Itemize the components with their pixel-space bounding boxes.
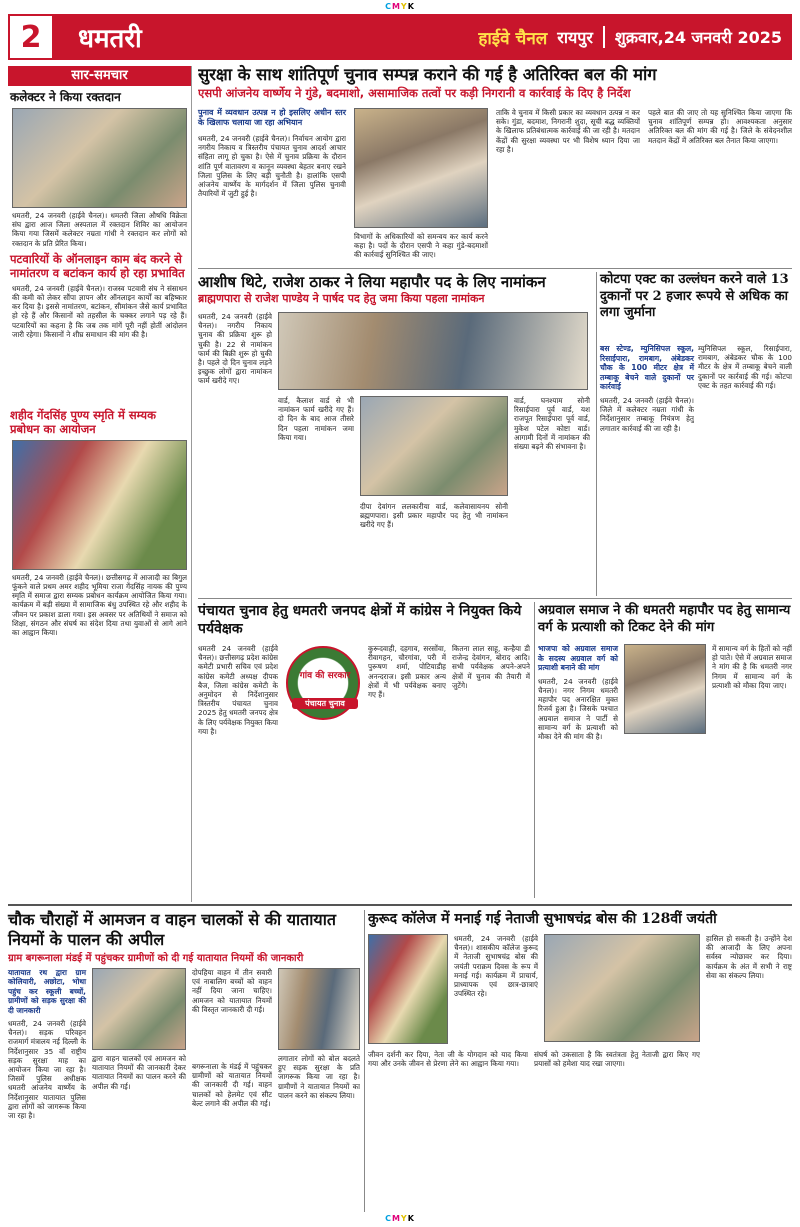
congress-headline: पंचायत चुनाव हेतु धमतरी जनपद क्षेत्रों में कांग्रेस ने नियुक्त किये पर्यवेक्षक [198,603,522,637]
page-number: 2 [8,14,54,60]
congress-body2: कुरूदवाही, दहगाव, सरसोंवा, रीवागहन, चौरगांवा, परी में पुरूषण शर्मा, पोटियाडीह अनन्दराज। इसी प्रकार अन्य क्षेत्रों में भी पर्यवेक्षक बनाए गए हैं। [368,644,446,700]
masthead-right [478,26,782,49]
cmyk-marker-top: CMYK [385,2,415,11]
kotpa-headline: कोटपा एक्ट का उल्लंघन करने वाले 13 दुकानों पर 2 हजार रूपये से अधिक का लगा जुर्माना [600,272,789,320]
lead-body4: पहले बात की जाए तो यह सुनिश्चित किया जाएगा कि चुनाव शांतिपूर्ण सम्पन्न हो। आवश्यकता अनुसार अतिरिक्त बल की मांग की गई है। जिले के संवेदनशील मतदान केंद्रों में अतिरिक्त बल तैनात किया जाएगा। [648,108,792,145]
traffic-body5: लगातार लोगों को बोल बदलते हुए सड़क सुरक्षा के प्रति जागरूक किया जा रहा है। ग्रामीणों ने यातायात नियमों का पालन करने का संकल्प लिया। [278,1054,360,1100]
divider [198,268,792,269]
kotpa-col1 [600,344,694,546]
traffic-photo-2 [278,968,360,1050]
kotpa-kicker: बस स्टेण्ड, म्युनिसिपल स्कूल, रिसाईपारा, रामबाग, अंबेडकर चौक के 100 मीटर क्षेत्र में तम्बाकू बेचने वाले दुकानों पर कार्रवाई [600,344,694,392]
masthead [8,14,792,60]
sidebar-story2-headline: पटवारियों के ऑनलाइन काम बंद करने से नामांतरण व बटांकन कार्य हो रहा प्रभावित [10,251,185,280]
sidebar-story3-body: धमतरी, 24 जनवरी (हाईवे चैनल)। छत्तीसगढ़ में आजादी का बिगुल फूंकने वाले प्रथम अमर शहीद भूमिया राजा गेंदसिंह नायक की पुण्य स्मृति में समाज द्वारा सम्यक प्रबोधन कार्यक्रम आयोजित किया गया। कार्यक्रम में बड़ी संख्या में सामाजिक बंधु उपस्थित रहे और शहीद के जीवन पर प्रकाश डाला गया। इस अवसर पर अतिथियों ने समाज को शिक्षा, संगठन और संघर्ष का संदेश दिया तथा युवाओं से आगे आने का आह्वान किया। [12,572,187,638]
kurud-story [368,910,792,1212]
lead-body2: विभागों के अधिकारियों को समन्वय कर कार्य करने कहा है। पदों के दौरान एसपी ने कहा गुंडे-बदमाशों की कार्रवाई सुनिश्चित की जाए। [354,232,488,260]
traffic-body1: धमतरी, 24 जनवरी (हाईवे चैनल)। सड़क परिवहन राजमार्ग मंत्रालय नई दिल्ली के निर्देशानुसार 35 वाँ राष्ट्रीय सड़क सुरक्षा माह का आयोजन किया जा रहा है। जिसमें पुलिस अधीक्षक धमतरी आंजनेय वार्ष्णेय के निर्देशानुसार यातायात पुलिस द्वारा लोगों को जागरूक किया जा रहा है। [8,1019,86,1121]
agrawal-body1: धमतरी, 24 जनवरी (हाईवे चैनल)। नगर निगम धमतरी महापौर पद अनारक्षित मुक्त रिजर्व हुआ है। जिसके पश्चात अग्रवाल समाज ने पार्टी से सामान्य वर्ग के प्रत्याशी को मौका देने की मांग की है। [538,676,618,741]
divider [596,272,597,596]
kurud-body2: जीवन दर्शनी कर दिया, नेता जी के योगदान को याद किया गया और उनके जीवन से प्रेरणा लेने का आह्वान किया गया। [368,1050,528,1069]
lead-subhead: एसपी आंजनेय वार्ष्णेय ने गुंडे, बदमाशो, असामाजिक तत्वों पर कड़ी निगरानी व कार्रवाई के दिए है निर्देश [198,86,631,100]
nomination-body4: वार्ड, घनश्याम सोनी रिसाईपारा पूर्व वार्ड, यश राजपूत रिसाईपारा पूर्व वार्ड, मुकेश पटेल कोष्टा वार्ड। आगामी दिनों में नामांकन की संख्या बढ़ने की संभावना है। [514,396,590,452]
traffic-kicker: यातायात रथ द्वारा ग्राम कोलियारी, अछोटा, भोथा पहुंच कर स्कूली बच्चों, ग्रामीणों को सड़क सुरक्षा की दी जानकारी [8,968,86,1015]
sidebar-story3-headline: शहीद गेंदसिंह पुण्य स्मृति में सम्यक प्रबोधन का आयोजन [10,407,156,436]
nomination-body3: दीपा देवांगन ललकारीया वार्ड, कलेवासायनय सोनी ब्रह्मणपारा। इसी प्रकार महापौर पद हेतु भी नामांकन खरीदे गए हैं। [360,502,508,530]
kotpa-body2: म्युनिसिपल स्कूल, रिसाईपारा, रामबाग, अंबेडकर चौक के 100 मीटर के क्षेत्र में तम्बाकू बेचने वाली दुकानों पर कार्रवाई की गई। कोटपा एक्ट के तहत कार्रवाई की गई। [698,344,792,390]
congress-body1: धमतरी 24 जनवरी (हाईवे चैनल)। छत्तीसगढ़ प्रदेश कांग्रेस कमेटी प्रभारी सचिव एवं प्रदेश कांग्रेस कमेटी अध्यक्ष दीपक बैज, जिला कांग्रेस कमेटी के अनुमोदन से निर्देशानुसार त्रिस्तरीय पंचायत चुनाव 2025 हेतु धमतरी जनपद क्षेत्र के लिए पर्यवेक्षक नियुक्त किया गया है। [198,644,278,736]
lead-col1 [198,108,346,284]
panchayat-election-logo [286,646,360,720]
cmyk-marker-bottom: CMYK [385,1214,415,1223]
logo-top-text: गांव की सरकार [299,671,351,681]
agrawal-kicker: भाजपा को अग्रवाल समाज के सदस्य अग्रवाल वर्ग को प्रत्याशी बनाने की मांग [538,644,618,673]
kurud-body1: धमतरी, 24 जनवरी (हाईवे चैनल)। शासकीय कॉलेज कुरूद में नेताजी सुभाषचंद्र बोस की जयंती पराक्रम दिवस के रूप में मनाई गई। कार्यक्रम में प्राचार्य, प्राध्यापक एवं छात्र-छात्राएं उपस्थित रहे। [454,934,538,999]
memorial-event-photo [12,440,187,570]
kurud-body4: हासिल हो सकती है। उन्होंने देश की आजादी के लिए अपना सर्वस्व न्योछावर कर दिया। कार्यक्रम के अंत में सभी ने राष्ट्र सेवा का संकल्प लिया। [706,934,792,980]
divider [198,598,792,599]
traffic-body2: द्वारा वाहन चालकों एवं आमजन को यातायात नियमों की जानकारी देकर यातायात नियमों का पालन करने की अपील की गई। [92,1054,186,1091]
section-city: धमतरी [78,24,142,54]
nomination-photo [278,312,588,390]
brand-logo: हाईवे चैनल [478,28,548,49]
kotpa-body1: धमतरी, 24 जनवरी (हाईवे चैनल)। जिले में कलेक्टर नम्रता गांधी के निर्देशानुसार तम्बाकू नियंत्रण हेतु लगातार कार्रवाई की जा रही है। [600,395,694,433]
congress-story [198,602,530,898]
blood-donation-photo [12,108,187,208]
kotpa-story [600,272,792,596]
nomination-story [198,272,592,596]
traffic-photo-1 [92,968,186,1050]
divider [534,602,535,898]
traffic-body4: बगरूनाला के मंडई में पहुंचकर ग्रामीणों को यातायात नियमों की जानकारी दी गई। वाहन चालकों को हेलमेट एवं सीट बेल्ट लगाने की अपील की गई। [192,1062,272,1108]
kurud-photo-2 [544,934,700,1042]
date: शुक्रवार,24 जनवरी 2025 [614,28,782,47]
nomination-headline: आशीष थिटे, राजेश ठाकर ने लिया महापौर पद के लिए नामांकन [198,273,546,291]
divider [8,904,792,906]
traffic-col1 [8,968,86,1199]
lead-body3: ताकि वे चुनाव में किसी प्रकार का व्यवधान उत्पन्न न कर सके। गुंडा, बदमाश, निगरानी शुदा, सूची बद्ध व्यक्तियों के खिलाफ प्रतिबंधात्मक कार्रवाई की जा रही है। मतदान केंद्रों की सुरक्षा व्यवस्था पर भी विशेष ध्यान दिया जा रहा है। [496,108,640,154]
sidebar-title: सार-समचार [8,66,191,86]
divider [364,910,365,1212]
traffic-headline: चौक चौराहों में आमजन व वाहन चालकों से की यातायात नियमों के पालन की अपील [8,910,336,949]
edition: रायपुर [557,28,593,47]
sidebar-story1-body: धमतरी, 24 जनवरी (हाईवे चैनल)। धमतरी जिला औषधि विक्रेता संघ द्वारा आज जिला अस्पताल में रक्तदान शिविर का आयोजन किया गया जिसमें कलेक्टर नम्रता गांधी ने रक्तदान कर लोगों को रक्तदान के प्रति प्रेरित किया। [12,211,187,248]
lead-headline: सुरक्षा के साथ शांतिपूर्ण चुनाव सम्पन्न कराने की गई है अतिरिक्त बल की मांग [198,65,657,84]
logo-bottom-text: पंचायत चुनाव [292,698,358,709]
sp-photo [354,108,488,228]
nomination-subhead: ब्राह्मणपारा से राजेश पाण्डेय ने पार्षद पद हेतु जमा किया पहला नामांकन [198,292,485,305]
nomination-body1: धमतरी, 24 जनवरी (हाईवे चैनल)। नगरीय निकाय चुनाव की प्रक्रिया शुरू हो चुकी है। 22 से नामांकन फार्म की बिक्री शुरू हो चुकी है। पहले दो दिन चुनाव लड़ने इच्छुक लोगों द्वारा नामांकन फार्म खरीदे गए। [198,312,272,386]
agrawal-story [538,602,792,898]
traffic-body3: दोपहिया वाहन में तीन सवारी एवं नाबालिग बच्चों को वाहन नहीं दिया जाना चाहिए। आमजन को यातायात नियमों की विस्तृत जानकारी दी गई। [192,968,272,1014]
masthead-divider [603,26,605,48]
sidebar-story1-headline: कलेक्टर ने किया रक्तदान [10,90,121,104]
agrawal-body2: में सामान्य वर्ग के हितों को नहीं हो पाते। ऐसे में अग्रवाल समाज ने मांग की है कि धमतरी नगर निगम में सामान्य वर्ग के प्रत्याशी को मौका दिया जाए। [712,644,792,690]
kurud-photo-1 [368,934,448,1044]
traffic-story [8,910,360,1212]
kurud-headline: कुरूद कॉलेज में मनाई गई नेताजी सुभाषचंद्र बोस की 128वीं जयंती [368,911,717,927]
nomination-photo-2 [360,396,508,496]
agrawal-portrait [624,644,706,734]
sidebar [8,66,192,902]
lead-kicker: पुनाव में व्यवधान उत्पन्न न हो इसलिए अधीन स्तर के खिलाफ चलाया जा रहा अभियान [198,108,346,127]
traffic-subhead: ग्राम बगरूनाला मंडई में पहुंचकर ग्रामीणों को दी गई यातायात नियमों की जानकारी [8,953,304,964]
congress-body3: कितना लाल साहू, कन्हैया डी राजेन्द्र देवांगन, बोराद आदि। सभी पर्यवेक्षक अपने-अपने क्षेत्रों में चुनाव की तैयारी में जुटेंगे। [452,644,530,690]
nomination-body2: वार्ड, कैलाश वार्ड से भी नामांकन फार्म खरीदे गए हैं। दो दिन के बाद आज तीसरे दिन पहला नामांकन जमा किया गया। [278,396,354,442]
sidebar-story2-body: धमतरी, 24 जनवरी (हाईवे चैनल)। राजस्व पटवारी संघ ने संसाधन की कमी को लेकर सौंपा ज्ञापन और ऑनलाइन कार्यों का बहिष्कार कर दिया है। इससे नामांतरण, बटांकन, सीमांकन जैसे कार्य प्रभावित हो रहे हैं और किसानों को तहसील के चक्कर लगाने पड़ रहे हैं। पटवारियों का कहना है कि जब तक मांगें पूरी नहीं होतीं आंदोलन जारी रहेगा। किसानों ने शीघ्र समाधान की मांग की है। [12,283,187,339]
agrawal-headline: अग्रवाल समाज ने की धमतरी महापौर पद हेतु सामान्य वर्ग के प्रत्याशी को टिकट देने की मांग [538,603,791,635]
agrawal-col1 [538,644,618,857]
kurud-body3: संघर्ष को उकसाता है कि स्वतंत्रता हेतु नेताजी द्वारा किए गए प्रयासों को हमेशा याद रखा जाएगा। [534,1050,700,1069]
lead-body1: धमतरी, 24 जनवरी (हाईवे चैनल)। निर्वाचन आयोग द्वारा नगरीय निकाय व त्रिस्तरीय पंचायत चुनाव आदर्श आचार संहिता लागू हो चुका है। ऐसे में चुनाव प्रक्रिया के दौरान शांति पूर्ण वातावरण व कानून व्यवस्था बेहतर बनाए रखने जिला पुलिस के लिए बड़ी चुनौती है। हालांकि एसपी आंजनेय वार्ष्णेय के मार्गदर्शन में जिला पुलिस चुनावी तैयारियों में जुटी हुई है। [198,134,346,199]
